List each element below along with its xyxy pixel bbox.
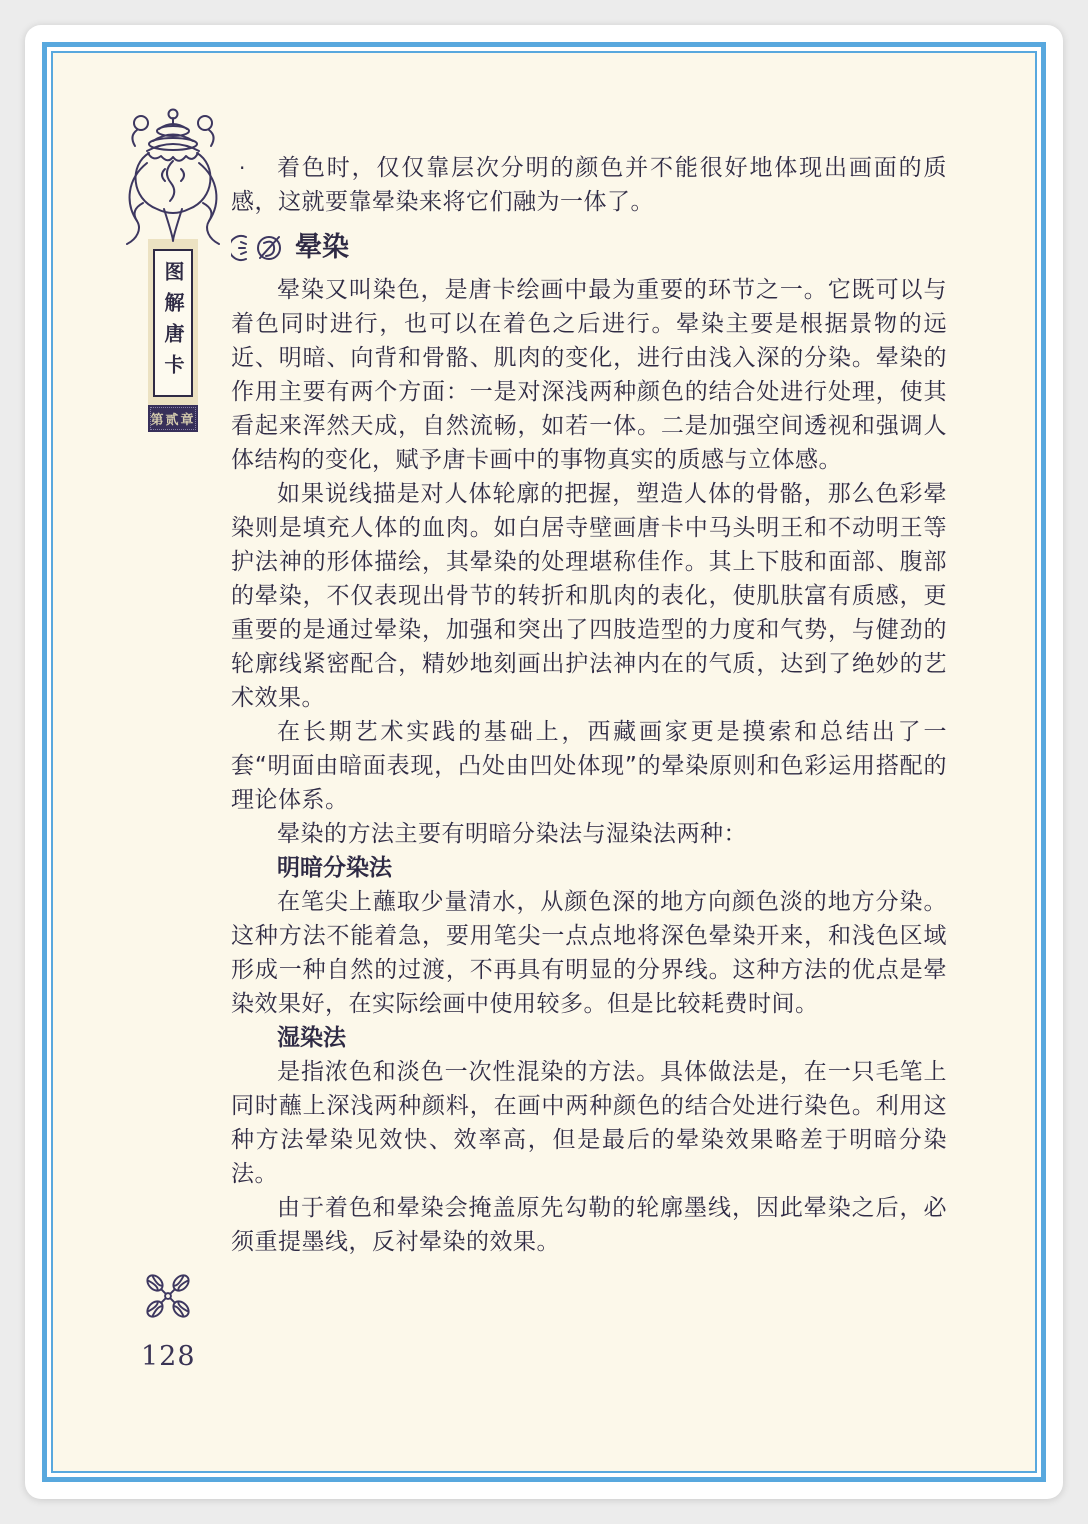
paper-page — [53, 53, 1035, 1471]
page-number: 128 — [141, 1341, 196, 1372]
intro-block — [231, 151, 947, 219]
chapter-label: 第贰章 — [150, 413, 196, 428]
book-title-vertical: 图解唐卡 — [161, 261, 185, 385]
section-title: 晕染 — [295, 232, 349, 263]
paragraph-theory: 在长期艺术实践的基础上，西藏画家更是摸索和总结出了一套“明面由暗面表现，凸处由凹处体现”的晕染原则和色彩运用搭配的理论体系。 — [231, 719, 947, 813]
treasure-vase-icon — [107, 105, 239, 253]
chapter-badge — [148, 405, 198, 432]
page-card — [25, 25, 1063, 1499]
paragraph-dot-marker: · — [239, 156, 246, 180]
subheading-wet-method: 湿染法 — [277, 1025, 346, 1051]
paragraph-example: 如果说线描是对人体轮廓的把握，塑造人体的骨骼，那么色彩晕染则是填充人体的血肉。如白居寺壁画唐卡中马头明王和不动明王等护法神的形体描绘，其晕染的处理堪称佳作。其上下肢和面部、腹部的晕染，不仅表现出骨节的转折和肌肉的表化，使肌肤富有质感，更重要的是通过晕染，加强和突出了四肢造型的力度和气势，与健劲的轮廓线紧密配合，精妙地刻画出护法神内在的气质，达到了绝妙的艺术效果。 — [231, 481, 947, 711]
inner-blue-frame — [51, 51, 1037, 1473]
book-title-strip — [148, 239, 198, 405]
paragraph-overview: 晕染又叫染色，是唐卡绘画中最为重要的环节之一。它既可以与着色同时进行，也可以在着色之后进行。晕染主要是根据景物的远近、明暗、向背和骨骼、肌肉的变化，进行由浅入深的分染。晕染的作用主要有两个方面：一是对深浅两种颜色的结合处进行处理，使其看起来浑然天成，自然流畅，如若一体。二是加强空间透视和强调人体结构的变化，赋予唐卡画中的事物真实的质感与立体感。 — [231, 277, 947, 473]
book-title-box — [153, 249, 193, 397]
crossed-vajra-icon — [137, 1265, 199, 1327]
paragraph-gradient-method: 在笔尖上蘸取少量清水，从颜色深的地方向颜色淡的地方分染。这种方法不能着急，要用笔尖一点点地将深色晕染开来，和浅色区域形成一种自然的过渡，不再具有明显的分界线。这种方法的优点是晕染效果好，在实际绘画中使用较多。但是比较耗费时间。 — [231, 889, 947, 1017]
subheading-gradient-method: 明暗分染法 — [277, 855, 392, 881]
paragraph-wet-method: 是指浓色和淡色一次性混染的方法。具体做法是，在一只毛笔上同时蘸上深浅两种颜料，在画中两种颜色的结合处进行染色。利用这种方法晕染见效快、效率高，但是最后的晕染效果略差于明暗分染法。 — [231, 1059, 947, 1187]
main-text-column — [231, 151, 947, 1259]
intro-paragraph: 着色时，仅仅靠层次分明的颜色并不能很好地体现出画面的质感，这就要靠晕染来将它们融为一体了。 — [231, 155, 947, 215]
paragraph-closing: 由于着色和晕染会掩盖原先勾勒的轮廓墨线，因此晕染之后，必须重提墨线，反衬晕染的效果。 — [231, 1195, 947, 1255]
section-heading — [231, 231, 947, 265]
seal-script-icon — [231, 233, 285, 263]
paragraph-methods-lead: 晕染的方法主要有明暗分染法与湿染法两种： — [277, 821, 747, 847]
sidebar — [105, 105, 241, 432]
outer-blue-frame — [42, 42, 1046, 1482]
